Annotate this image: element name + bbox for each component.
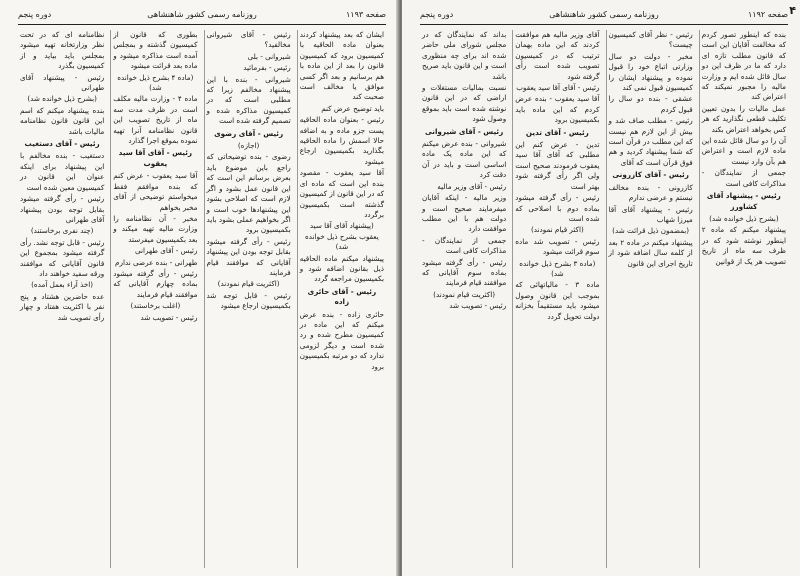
newspaper-title: روزنامه رسمی کشور شاهنشاهی: [147, 10, 257, 19]
period-label: دوره پنجم: [18, 10, 52, 19]
paragraph: رئیس - مطلب صاف شد و بیش از این لازم هم نیست که این مطلب در قرآن است که شما پیشنهاد کردید و هم فوق قرآن است که آقای: [608, 116, 693, 167]
text-column: [110, 30, 199, 568]
header-rule: [18, 24, 386, 25]
paragraph: پیشنهاد میکنم ماده الحاقیه ذیل بقانون اضافه شود و بکمیسیون مراجعه گردد: [299, 253, 384, 284]
paragraph: حائری زاده - بنده عرض میکنم که این ماده در کمیسیون مطرح شده و رد شده است و دیگر لزومی ندارد که دو مرتبه بکمیسیون برود: [299, 309, 384, 371]
paragraph: پیشنهاد میکنم که ماده ۲ اینطور نوشته شود که در ظرف سه ماه از تاریخ تصویب هر یک از قوانین: [701, 225, 786, 266]
text-column: [512, 30, 601, 568]
right-page: [402, 0, 800, 576]
paragraph: بنده که اینطور تصور کردم که مخالفت آقایان این است که قانون مطلب تازه ای دارد که ما در ظرف این دو سال قائل شده ایم و وزارت مالیه را مجبور نمیکند که اعتراض کند: [701, 30, 786, 102]
paragraph: رئیس - آقای شیروانی مخالفید؟: [206, 30, 291, 50]
paragraph: آقا سید یعقوب - بنده عرض کردم که این ماده باید بکمیسیون برود: [515, 94, 600, 125]
paragraph: شیروانی - بلی: [247, 51, 291, 61]
paragraph: رئیس - آقای آقا سید یعقوب: [516, 83, 600, 93]
paragraph: شیروانی - بنده با این پیشنهاد مخالفم زیرا که مطلبی است که در کمیسیون مذاکره شده و تصمیم گرفته شده است: [206, 74, 291, 126]
procedural-note: (پیشنهاد آقای آقا سید یعقوب بشرح ذیل خوانده شد): [304, 221, 379, 252]
text-column: [204, 30, 293, 568]
speaker-heading: رئیس - آقای رضوی: [214, 128, 284, 138]
paragraph: رئیس - آقای طهرانی: [135, 246, 198, 256]
paragraph: مخبر - آن نظامنامه را وزارت مالیه تهیه میکند و بعد بکمیسیون میفرستد: [113, 213, 198, 244]
speaker-heading: رئیس - آقای شیروانی: [424, 126, 504, 136]
procedural-note: (اکثریت قیام نمودند): [433, 289, 496, 299]
paragraph: عده حاضرین هشتاد و پنج نفر با اکثریت هفتاد و چهار رأی تصویب شد: [20, 291, 105, 322]
paragraph: جمعی از نمایندگان - مذاکرات کافی است: [701, 168, 786, 188]
paragraph: تدین - عرض کنم این مطلبی که آقای آقا سید یعقوب فرمودند صحیح است ولی اگر رأی گرفته شود بهتر است: [515, 140, 600, 191]
paragraph: ایشان که بعد پیشنهاد کردند بعنوان ماده الحاقیه با کمیسیون برود که کمیسیون قانون را بعد از این ماده با هم برسانیم و بعد اگر کسی موافق یا مخالف است صحبت کند: [299, 30, 384, 102]
right-page-columns: [420, 30, 788, 568]
paragraph: رئیس - قابل توجه شد بکمیسیون ارجاع میشود: [206, 290, 291, 311]
procedural-note: (ماده ۳ بشرح ذیل خوانده شد): [519, 258, 596, 278]
newspaper-title: روزنامه رسمی کشور شاهنشاهی: [549, 10, 659, 19]
paragraph: آقای وزیر مالیه هم موافقت کردند که این ماده بهمان ترتیب که در کمیسیون تصویب شده است رأی گرفته شود: [515, 30, 600, 81]
procedural-note: (اخذ آراء بعمل آمده): [31, 280, 94, 290]
paragraph: رئیس - بعنوان ماده الحاقیه پست جزو ماده و به اضافه حالا اسمش را ماده الحاقیه بگذارید بکمیسیون ارجاع میشود: [299, 115, 384, 166]
paragraph: عشقی - بنده دو سال را قبول کردم: [608, 94, 693, 114]
text-column: [606, 30, 695, 568]
paragraph: آقا سید یعقوب - مقصود بنده این است که ماده ای که در این قانون از کمیسیون گذشته است بکمیسیون برگردد: [299, 168, 384, 219]
paragraph: بنده پیشنهاد میکنم که اسم این قانون قانون نظامنامه مالیات باشد: [20, 105, 105, 136]
left-page: [0, 0, 398, 576]
paragraph: رئیس - آقای وزیر مالیه: [437, 181, 507, 191]
paragraph: رئیس - رأی گرفته میشود بماده چهارم آقایانی که موافقند قیام فرمایند: [113, 268, 198, 299]
paragraph: رئیس - تصویب شد: [140, 312, 198, 322]
left-page-columns: [18, 30, 386, 568]
paragraph: دستغیب - بنده مخالفم با این پیشنهاد برای اینکه عنوان این قانون در کمیسیون معین شده است: [20, 151, 105, 192]
paragraph: پیشنهاد میکنم در ماده ۲ بعد از کلمه سال اضافه شود از تاریخ اجرای این قانون: [608, 237, 693, 268]
right-page-header: [420, 10, 788, 24]
speaker-heading: رئیس - آقای تدین: [525, 127, 589, 137]
paragraph: بطوری که قانون از کمیسیون گذشته و بمجلس آمده است مذاکره میشود و ماده بعد قرائت میشود: [113, 30, 198, 71]
paragraph: رئیس - پیشنهاد آقای طهرانی: [20, 72, 105, 93]
paragraph: رئیس - نظر آقای کمیسیون چیست؟: [608, 30, 693, 50]
paragraph: رئیس - بفرمائید: [243, 63, 291, 73]
paragraph: ماده ۴ - وزارت مالیه مکلف است در ظرف مدت سه ماه از تاریخ تصویب این قانون نظامنامه آنرا تهیه نموده بموقع اجرا گذارد: [113, 94, 198, 146]
procedural-note: (بمضمون ذیل قرائت شد): [612, 226, 690, 236]
paragraph: وزیر مالیه - اینکه آقایان میفرمایند صحیح است و دولت هم با این مطلب موافقت دارد: [422, 193, 507, 234]
paragraph: نسبت بمالیات مستغلات و اراضی که در این قانون نوشته شده است باید بموقع وصول شود: [422, 83, 507, 124]
page-number: صفحه ۱۱۹۲: [747, 10, 788, 19]
paragraph: رئیس - پیشنهاد آقای آقا میرزا شهاب: [608, 204, 693, 224]
procedural-note: (بشرح ذیل خوانده شد): [709, 213, 779, 223]
paragraph: رئیس - رأی گرفته میشود بماده دوم با اصلاحی که شده است: [515, 193, 600, 223]
period-label: دوره پنجم: [420, 10, 454, 19]
procedural-note: (اجازه): [237, 141, 260, 151]
speaker-heading: رئیس - آقای حائری زاده: [307, 286, 377, 307]
paragraph: نظامنامه ای که در تحت نظر وزارتخانه تهیه میشود بمجلس باید بیاید و از کمیسیون بگذرد: [20, 30, 105, 71]
procedural-note: (اکثریت قیام نمودند): [217, 279, 280, 289]
paragraph: رئیس - رأی گرفته میشود بماده سوم آقایانی که موافقند قیام فرمایند: [422, 257, 507, 288]
procedural-note: (اکثر قیام نمودند): [530, 225, 584, 235]
folio-number: ۴: [789, 4, 796, 17]
speaker-heading: رئیس - آقای آقا سید یعقوب: [118, 148, 193, 168]
header-rule: [420, 24, 788, 25]
page-number: صفحه ۱۱۹۳: [345, 10, 386, 19]
left-page-header: [18, 10, 386, 24]
paragraph: رئیس - قابل توجه نشد. رأی گرفته میشود بمجموع این قانون آقایانی که موافقند ورقه سفید خواهند داد: [20, 237, 105, 278]
procedural-note: (اغلب برخاستند): [130, 301, 181, 311]
paragraph: آقا سید یعقوب - عرض کنم که بنده موافقم فقط میخواستم توضیحی از آقای مخبر بخواهم: [113, 171, 198, 212]
paragraph: رئیس - رأی گرفته میشود بقابل توجه بودن این پیشنهاد آقایانی که موافقند قیام فرمایند: [206, 236, 291, 277]
paragraph: باید توضیح عرض کنم: [321, 103, 384, 113]
paragraph: آن را دو سال قائل شده این ماده لازم است و اعتراض هم بآن وارد نیست: [701, 136, 786, 166]
paragraph: عمل مالیات را بدون تعیین تکلیف قطعی نگذارید که هر کس بخواهد اعتراض بکند: [701, 103, 786, 134]
speaker-heading: رئیس - پیشنهاد آقای کشاورز: [706, 191, 781, 211]
text-column: [18, 30, 106, 568]
paragraph: رئیس - رأی گرفته میشود بقابل توجه بودن پیشنهاد آقای طهرانی: [20, 194, 105, 224]
speaker-heading: رئیس - آقای دستغیب: [24, 139, 100, 149]
paragraph: بداند که نمایندگان که در مجلس شورای ملی حاضر شده اند برای چه منظوری است و این قانون باید صریح باشد: [422, 30, 507, 81]
text-column: [420, 30, 508, 568]
speaker-heading: رئیس - آقای کازرونی: [612, 170, 689, 180]
paragraph: رئیس - تصویب شد ماده سوم قرائت میشود: [515, 236, 600, 257]
procedural-note: (ماده ۴ بشرح ذیل خوانده شد): [117, 72, 194, 93]
paragraph: رضوی - بنده توضیحاتی که راجع باین موضوع باید بعرض برسانم این است که این قانون عمل بشود و اگر لازم است که اصلاحی بشود این پیشنهادها خوب است و اگر بخواهیم عملی بشود باید بکمیسیون برود: [206, 152, 291, 235]
paragraph: شیروانی - بنده عرض میکنم که این ماده یک ماده اساسی است و باید در آن دقت کرد: [422, 139, 507, 180]
procedural-note: (چند نفری برخاستند): [30, 226, 94, 236]
paragraph: ماده ۳ - مالیاتهائی که بموجب این قانون وصول میشود باید مستقیماً بخزانه دولت تحویل گردد: [515, 280, 600, 321]
paragraph: مخبر - دولت دو سال وزارتی اتباع خود را قبول نموده و پیشنهاد ایشان را کمیسیون قبول نمی کند: [608, 51, 693, 93]
text-column: [699, 30, 788, 568]
paragraph: طهرانی - بنده عرضی ندارم: [115, 257, 198, 267]
text-column: [297, 30, 386, 568]
procedural-note: (بشرح ذیل خوانده شد): [27, 94, 97, 104]
paragraph: جمعی از نمایندگان - مذاکرات کافی است: [422, 235, 507, 256]
paragraph: رئیس - تصویب شد: [449, 301, 507, 311]
paragraph: کازرونی - بنده مخالف نیستم و عرضی ندارم: [608, 182, 693, 203]
